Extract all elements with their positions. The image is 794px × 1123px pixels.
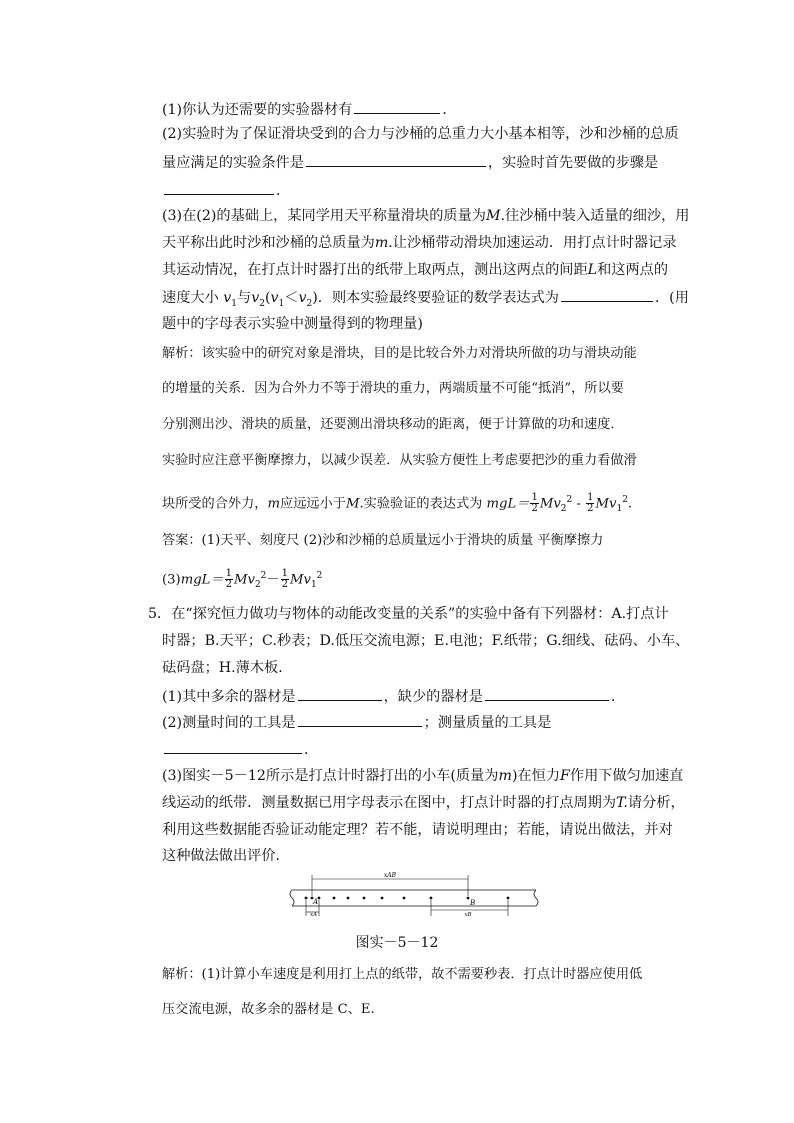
fraction-half: $\frac{1}{2}$ (587, 492, 594, 515)
q5-part2-line1: (2)测量时间的工具是 ；测量质量的工具是 (162, 712, 551, 733)
fraction-half: $\frac{1}{2}$ (281, 568, 288, 591)
point-b-label: B (470, 899, 476, 907)
tape-dot (381, 897, 384, 900)
q4-part3-line2: 天平称出此时沙和沙桶的总质量为m.让沙桶带动滑块加速运动．用打点计时器记录 (162, 235, 677, 251)
q4-part2-line3: ． (162, 180, 290, 201)
q4-analysis-line4: 实验时应注意平衡摩擦力，以减少误差．从实验方便性上考虑要把沙的重力看做滑 (162, 453, 637, 468)
answer-blank[interactable] (164, 739, 302, 754)
tape-dot (333, 897, 336, 900)
answer-blank[interactable] (561, 287, 653, 302)
q5-analysis-line1: 解析：(1)计算小车速度是利用打上点的纸带，故不需要秒表．打点计时器应使用低 (162, 967, 643, 982)
answer-blank[interactable] (354, 99, 440, 114)
fraction-half: $\frac{1}{2}$ (225, 568, 232, 591)
q4-answer-line1: 答案：(1)天平、刻度尺 (2)沙和沙桶的总质量远小于滑块的质量 平衡摩擦力 (162, 533, 604, 548)
answer-blank[interactable] (298, 712, 422, 727)
q5-part3-line3: 利用这些数据能否验证动能定理？若不能，请说明理由；若能，请说出做法，并对 (162, 822, 673, 838)
answer-blank[interactable] (298, 686, 382, 701)
q4-part2-line1: (2)实验时为了保证滑块受到的合力与沙桶的总重力大小基本相等，沙和沙桶的总质 (162, 126, 679, 142)
tape-dot (347, 897, 350, 900)
q4-answer-line2: (3)mgL＝ $\frac{1}{2}$ $Mv_2^2-$ $\frac{1}{2}$ $Mv_1^2$ (162, 568, 323, 591)
q5-analysis-line2: 压交流电源，故多余的器材是 C、E. (162, 1002, 375, 1017)
q4-part3-line3: 其运动情况，在打点计时器打出的纸带上取两点，测出这两点的间距L和这两点的 (162, 262, 669, 278)
q5-part2-line2: ． (162, 739, 318, 760)
q4-analysis-line1: 解析：该实验中的研究对象是滑块，目的是比较合外力对滑块所做的功与滑块动能 (162, 346, 637, 361)
q5-part1: (1)其中多余的器材是 ，缺少的器材是 ． (162, 686, 625, 707)
q4-analysis-line5: 块所受的合外力，m应远远小于M.实验验证的表达式为 mgL＝ $\frac{1}{2}$ $Mv_2^2$ - $\frac{1}{2}$ $Mv_1^2$. (162, 492, 633, 515)
tape-dot (430, 897, 433, 900)
q4-part3-line5: 题中的字母表示实验中测量得到的物理量) (162, 316, 423, 332)
q5-stem-line1: 5．在“探究恒力做功与物体的动能改变量的关系”的实验中备有下列器材：A.打点计 (148, 606, 669, 622)
figure-caption: 图实－5－12 (355, 935, 439, 951)
q5-stem-line3: 砝码盘；H.薄木板． (162, 660, 293, 676)
tape-dot (403, 897, 406, 900)
answer-blank[interactable] (306, 152, 486, 167)
xab-label: xAB (383, 872, 397, 879)
q4-analysis-line3: 分别测出沙、滑块的质量，还要测出滑块移动的距离，便于计算做的功和速度． (162, 417, 624, 432)
q4-part2-line2: 量应满足的实验条件是 ，实验时首先要做的步骤是 (162, 152, 658, 173)
q4-part1: (1)你认为还需要的实验器材有 ． (162, 99, 457, 120)
tape-dot-b (467, 897, 470, 900)
answer-blank[interactable] (485, 686, 609, 701)
tape-left-tear (290, 890, 294, 906)
q5-stem-line2: 时器；B.天平；C.秒表；D.低压交流电源；E.电池；F.纸带；G.细线、砝码、小车、 (162, 633, 690, 649)
q5-part3-line4: 这种做法做出评价． (162, 848, 290, 864)
q4-part3-line1: (3)在(2)的基础上，某同学用天平称量滑块的质量为M.往沙桶中装入适量的细沙，用 (162, 208, 690, 224)
tape-right-tear (534, 890, 538, 906)
xa-label: xA (310, 912, 318, 918)
paper-tape-figure (286, 870, 546, 920)
q4-part3-line4: 速度大小 $v_1$与$v_2(v_1<v_2)$．则本实验最终要验证的数学表达式为 ．(用 (162, 287, 689, 314)
q5-part3-line1: (3)图实－5－12所示是打点计时器打出的小车(质量为m)在恒力F作用下做匀加速直 (162, 768, 684, 784)
tape-dot (507, 897, 510, 900)
q5-part3-line2: 线运动的纸带．测量数据已用字母表示在图中，打点计时器的打点周期为T.请分析， (162, 795, 685, 811)
point-a-label: A (313, 898, 319, 906)
tape-dot (363, 897, 366, 900)
fraction-half: $\frac{1}{2}$ (531, 492, 538, 515)
xb-label: xB (464, 912, 472, 918)
q4-analysis-line2: 的增量的关系．因为合外力不等于滑块的重力，两端质量不可能“抵消”，所以要 (162, 381, 624, 396)
answer-blank[interactable] (164, 180, 274, 195)
tape-dot (305, 897, 308, 900)
